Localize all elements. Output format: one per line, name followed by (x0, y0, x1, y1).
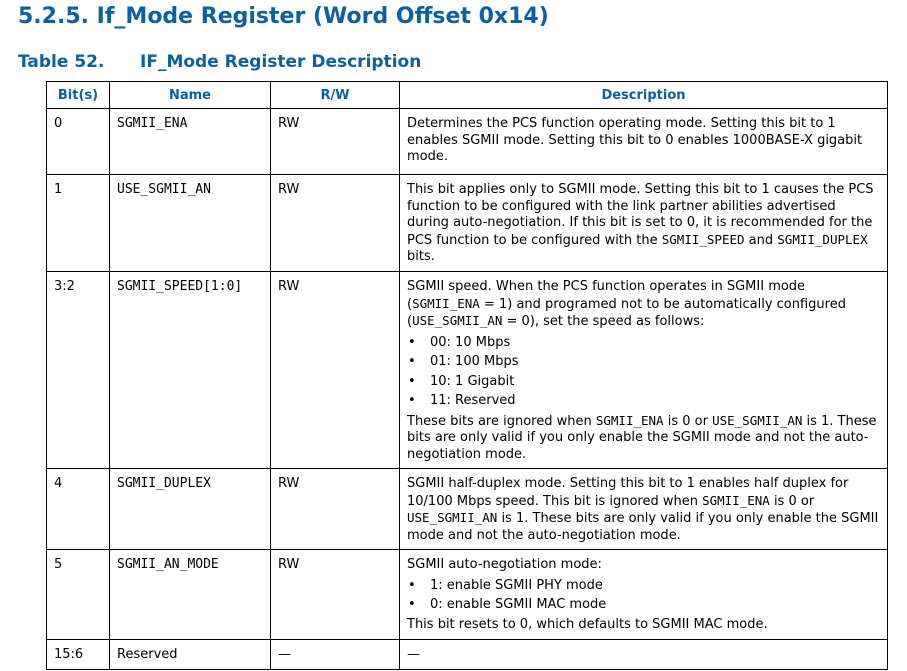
cell-bits: 3:2 (47, 272, 110, 469)
cell-name: Reserved (110, 640, 271, 670)
register-table (46, 81, 888, 670)
table-label: Table 52. (18, 52, 105, 72)
header-description: Description (400, 82, 888, 109)
description-text: SGMII auto-negotiation mode: (407, 557, 602, 572)
bullet-icon: • (408, 597, 416, 612)
bullet-icon: • (408, 354, 416, 369)
table-row (47, 469, 888, 550)
table-header-row (47, 82, 888, 109)
section-title: If_Mode Register (Word Offset 0x14) (96, 4, 549, 29)
cell-name: SGMII_DUPLEX (110, 469, 271, 550)
cell-description (400, 109, 888, 175)
description-text: is 0 or (663, 413, 713, 429)
list-item-text: 00: 10 Mbps (430, 334, 511, 350)
bullet-icon: • (408, 334, 416, 350)
description-text: bits. (407, 249, 435, 264)
cell-rw: — (271, 640, 400, 670)
cell-description (400, 640, 888, 670)
description-text: = 0), set the speed as follows: (502, 314, 705, 329)
list-item (407, 595, 881, 615)
cell-bits: 4 (47, 469, 110, 550)
table-row (47, 640, 888, 670)
table-name: IF_Mode Register Description (140, 52, 422, 72)
cell-bits: 15:6 (47, 640, 110, 670)
list-item-text: 1: enable SGMII PHY mode (430, 577, 603, 593)
list-item (407, 391, 881, 411)
cell-rw: RW (271, 272, 400, 469)
description-paragraph (407, 279, 881, 331)
description-text: This bit resets to 0, which defaults to SGMII MAC mode. (407, 616, 768, 632)
description-text: These bits are ignored when (407, 413, 596, 429)
bullet-list (407, 576, 881, 615)
description-text: and (744, 232, 778, 248)
list-item-text: 0: enable SGMII MAC mode (430, 597, 607, 612)
header-rw: R/W (271, 82, 400, 109)
description-paragraph (407, 557, 881, 574)
code-ref: SGMII_DUPLEX (777, 231, 868, 247)
table-row (47, 175, 888, 272)
description-text: is 1. These bits are only valid if you only enable the SGMII mode and not the auto-negotiation mode. (407, 511, 879, 543)
cell-description (400, 469, 888, 550)
description-paragraph (407, 617, 881, 634)
bullet-icon: • (408, 393, 416, 408)
cell-name: USE_SGMII_AN (110, 175, 271, 272)
cell-rw: RW (271, 550, 400, 640)
header-name: Name (110, 82, 271, 109)
table-caption (18, 52, 422, 72)
section-heading (18, 4, 549, 29)
description-text: This bit applies only to SGMII mode. Setting this bit to 1 causes the PCS function to be configured with the link partner abilities advertised during auto-negotiation. If this bit is set to 0, it is recommended for the PCS function to be configured with the (407, 182, 874, 248)
cell-name: SGMII_ENA (110, 109, 271, 175)
description-paragraph (407, 413, 881, 464)
description-text: is 0 or (769, 493, 815, 509)
code-ref: SGMII_ENA (595, 412, 664, 428)
list-item-text: 01: 100 Mbps (430, 354, 519, 369)
code-ref: SGMII_ENA (702, 492, 770, 508)
cell-rw: RW (271, 109, 400, 175)
cell-rw: RW (271, 469, 400, 550)
list-item (407, 333, 881, 353)
cell-rw: RW (271, 175, 400, 272)
cell-description (400, 550, 888, 640)
cell-bits: 5 (47, 550, 110, 640)
description-text: SGMII half-duplex mode. Setting this bit to 1 enables half duplex for 10/100 Mbps speed. This bit is ignored when (407, 476, 849, 509)
description-text: Determines the PCS function operating mode. Setting this bit to 1 enables SGMII mode. Setting this bit to 0 enables 1000BASE-X gigabit mode. (407, 116, 863, 164)
cell-name: SGMII_AN_MODE (110, 550, 271, 640)
section-number: 5.2.5. (18, 4, 89, 29)
description-text: is 1. These bits are only valid if you only enable the SGMII mode and not the auto-negotiation mode. (407, 413, 877, 462)
code-ref: USE_SGMII_AN (412, 313, 503, 328)
description-text: — (407, 647, 420, 662)
cell-bits: 0 (47, 109, 110, 175)
code-ref: SGMII_SPEED (661, 231, 745, 247)
description-text: SGMII speed. When the PCS function operates in SGMII mode ( (407, 279, 806, 312)
bullet-list (407, 333, 881, 411)
list-item (407, 352, 881, 372)
bullet-icon: • (408, 577, 416, 593)
list-item (407, 576, 881, 596)
cell-name: SGMII_SPEED[1:0] (110, 272, 271, 469)
table-row (47, 272, 888, 469)
list-item (407, 372, 881, 392)
header-bits: Bit(s) (47, 82, 110, 109)
code-ref: USE_SGMII_AN (712, 412, 803, 428)
cell-description (400, 175, 888, 272)
bullet-icon: • (408, 373, 416, 389)
cell-description (400, 272, 888, 469)
list-item-text: 11: Reserved (430, 393, 516, 408)
code-ref: USE_SGMII_AN (407, 510, 498, 525)
table-row (47, 550, 888, 640)
list-item-text: 10: 1 Gigabit (430, 373, 515, 389)
code-ref: SGMII_ENA (412, 295, 480, 311)
description-text: = 1) and programed not to be automatically configured ( (407, 296, 846, 329)
cell-bits: 1 (47, 175, 110, 272)
table-row (47, 109, 888, 175)
